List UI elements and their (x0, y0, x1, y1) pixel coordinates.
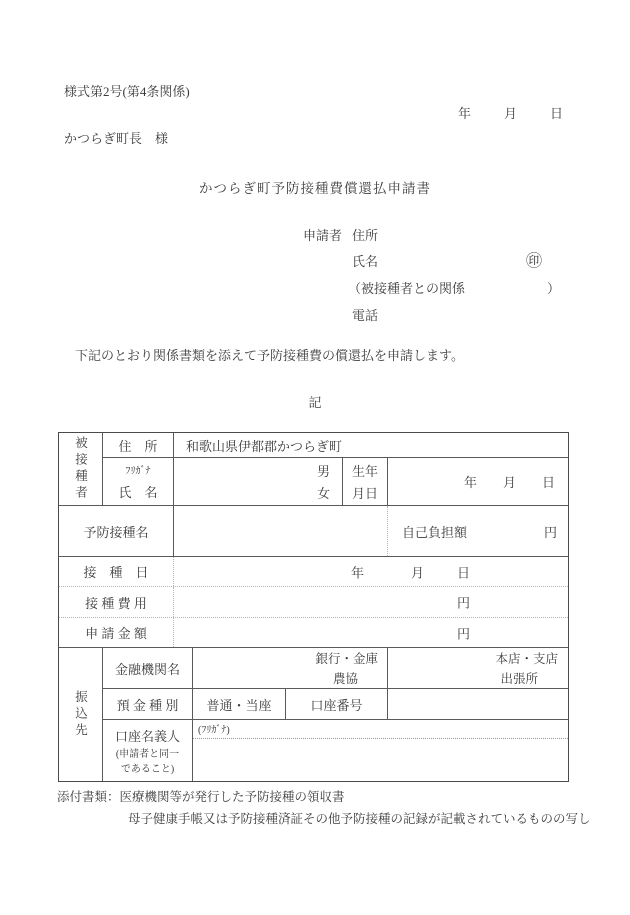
transfer-header-cell (59, 648, 103, 781)
header-date-day: 日 (550, 106, 564, 121)
application-amount-label-cell: 申 請 金 額 (59, 618, 174, 647)
cost-unit: 円 (457, 595, 471, 611)
deposit-options-cell: 普通・当座 (193, 689, 286, 719)
self-pay-cell (388, 506, 568, 556)
deposit-label-cell: 預 金 種 別 (103, 689, 193, 719)
holder-row (103, 720, 568, 781)
birthdate-label-cell (343, 458, 388, 505)
deposit-row (103, 689, 568, 720)
address-value-cell: 和歌山県伊都郡かつらぎ町 (186, 438, 343, 454)
bank-name-cell (193, 648, 388, 688)
application-amount-value-cell (174, 618, 568, 647)
sex-options (317, 458, 330, 505)
vaccinee-header-cell (59, 433, 103, 505)
birth-day-label: 日 (541, 475, 555, 490)
relation-label-close: ） (547, 281, 561, 296)
branch-name-cell (388, 648, 568, 688)
address-label-cell: 住 所 (103, 433, 174, 457)
vaccination-name-input-cell (174, 506, 388, 556)
seal-mark-icon: ㊞ (526, 253, 543, 270)
bank-types-line1: 銀行・金庫 (315, 652, 378, 667)
bank-types-line2: 農協 (332, 671, 358, 686)
birthdate-label-top: 生年 (351, 464, 378, 479)
holder-furigana-note: (ﾌﾘｶﾞﾅ) (193, 722, 568, 739)
applicant-name-label: 氏名 (352, 254, 379, 269)
amount-unit: 円 (457, 626, 471, 641)
furigana-label: ﾌﾘｶﾞﾅ (125, 466, 151, 478)
name-label: 氏 名 (118, 484, 158, 500)
relation-label-open: （被接種者との関係 (348, 281, 466, 296)
transfer-section (59, 647, 568, 781)
applicant-label: 申請者 (303, 228, 343, 243)
name-label-cell (103, 458, 174, 505)
sex-male-label: 男 (316, 464, 330, 479)
application-table (58, 432, 569, 782)
holder-input-cell (193, 720, 568, 781)
phone-label: 電話 (352, 308, 379, 323)
account-no-label-cell: 口座番号 (286, 689, 388, 719)
vaccination-cost-label-cell: 接 種 費 用 (59, 587, 174, 617)
vaccination-date-label-cell: 接 種 日 (59, 557, 174, 586)
vaccinee-section (59, 433, 568, 506)
attachment-note-line2: 母子健康手帳又は予防接種済証その他予防接種の記録が記載されているものの写し (128, 812, 591, 826)
bank-row (103, 648, 568, 689)
birth-year-label: 年 (463, 475, 477, 490)
transfer-header-label: 振込先 (73, 689, 88, 740)
addressee: かつらぎ町長 様 (64, 131, 169, 146)
birth-month-label: 月 (502, 475, 516, 490)
name-input-cell (174, 458, 343, 505)
account-no-input-cell (388, 689, 568, 719)
self-pay-label: 自己負担額 (402, 524, 468, 540)
form-number: 様式第2号(第4条関係) (64, 84, 190, 99)
vaccination-date-value-cell (174, 557, 568, 586)
vaccination-month-label: 月 (411, 565, 425, 580)
branch-line2: 出張所 (500, 671, 538, 686)
vaccination-year-label: 年 (351, 565, 365, 580)
vaccinee-header-label: 被接種者 (73, 436, 88, 502)
sex-female-label: 女 (316, 486, 330, 501)
holder-label: 口座名義人 (114, 729, 180, 744)
self-pay-unit: 円 (543, 524, 557, 540)
header-date-month: 月 (504, 106, 518, 121)
vaccination-cost-value-cell (174, 587, 568, 617)
vaccination-name-label-cell: 予防接種名 (59, 506, 174, 556)
address-row (103, 433, 568, 458)
vaccination-date-row (59, 557, 568, 587)
vaccination-cost-row (59, 587, 568, 618)
applicant-address-label: 住所 (352, 228, 379, 243)
application-amount-row (59, 618, 568, 647)
holder-note1: (申請者と同一 (115, 749, 180, 760)
attachment-note-line1: 添付書類：医療機関等が発行した予防接種の領収書 (57, 790, 345, 804)
branch-line1: 本店・支店 (495, 652, 558, 667)
name-row (103, 458, 568, 505)
birthdate-value-cell (388, 458, 568, 505)
record-mark: 記 (308, 395, 322, 410)
birthdate-label-bottom: 月日 (351, 486, 378, 501)
holder-note2: であること) (120, 764, 175, 775)
vaccination-day-label: 日 (457, 565, 471, 580)
header-date-year: 年 (458, 106, 472, 121)
vaccination-name-row (59, 506, 568, 557)
header-date-line (458, 103, 563, 122)
statement-text: 下記のとおり関係書類を添えて予防接種費の償還払を申請します。 (75, 348, 464, 363)
holder-label-cell (103, 720, 193, 781)
form-title: かつらぎ町予防接種費償還払申請書 (199, 181, 431, 196)
bank-label-cell: 金融機関名 (103, 648, 193, 688)
